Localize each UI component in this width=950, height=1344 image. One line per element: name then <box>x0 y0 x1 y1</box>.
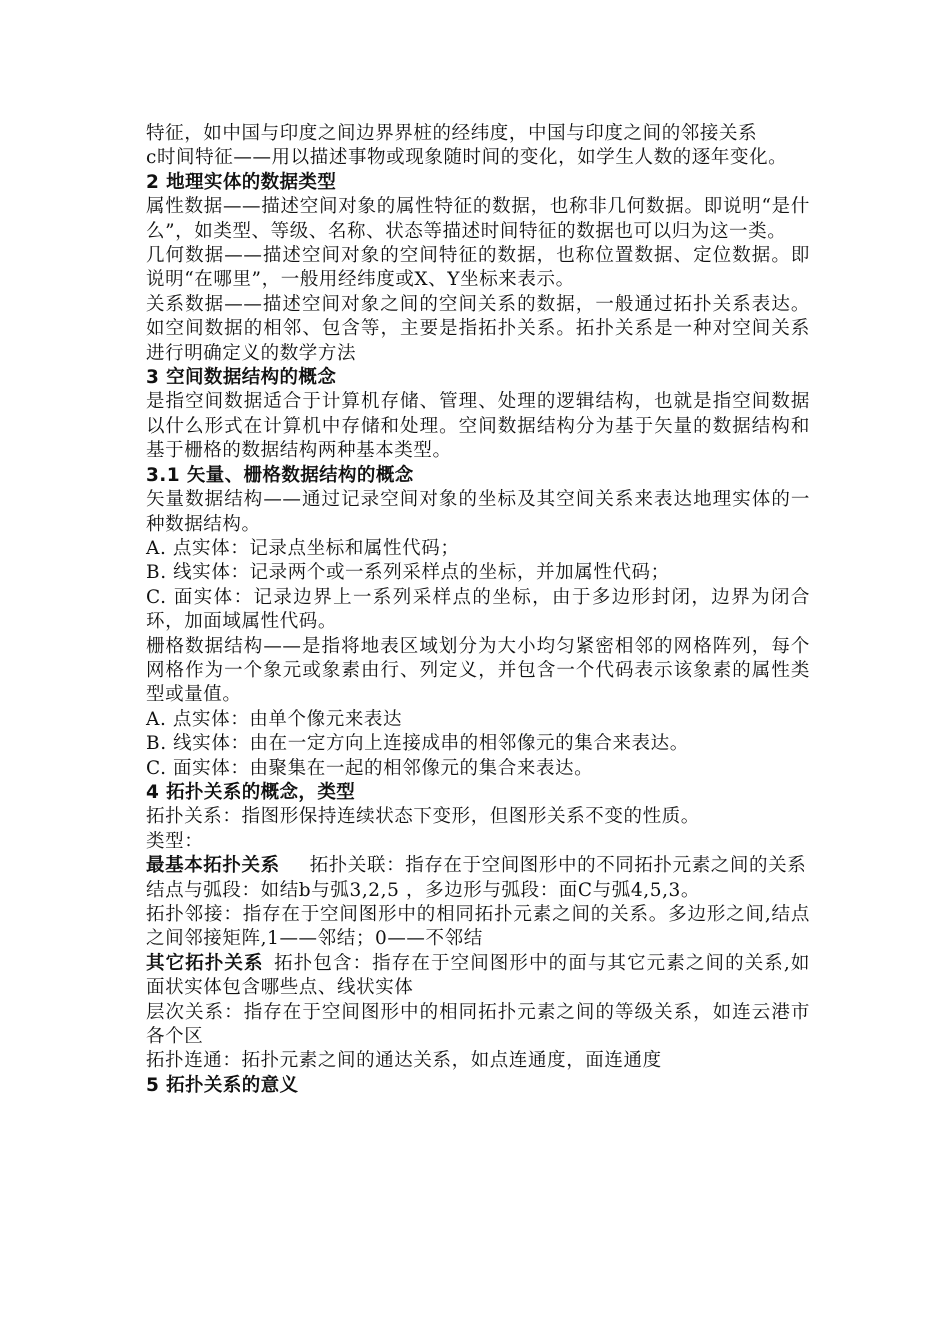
paragraph: 栅格数据结构——是指将地表区域划分为大小均匀紧密相邻的网格阵列，每个网格作为一个象元或象素由行、列定义，并包含一个代码表示该象素的属性类型或量值。 <box>146 635 810 706</box>
list-item: A. 点实体：由单个像元来表达 <box>146 708 403 730</box>
paragraph-text: 拓扑关联：指存在于空间图形中的不同拓扑元素之间的关系 <box>309 855 807 877</box>
section-heading-2: 2 地理实体的数据类型 <box>146 171 337 193</box>
bold-term: 其它拓扑关系 <box>146 952 264 974</box>
paragraph: 几何数据——描述空间对象的空间特征的数据，也称位置数据、定位数据。即说明“在哪里”，一般用经纬度或X、Y坐标来表示。 <box>146 245 810 291</box>
section-heading-3: 3 空间数据结构的概念 <box>146 367 337 389</box>
list-item: A. 点实体：记录点坐标和属性代码； <box>146 537 460 559</box>
paragraph: c时间特征——用以描述事物或现象随时间的变化，如学生人数的逐年变化。 <box>146 147 788 169</box>
paragraph: 特征，如中国与印度之间边界界桩的经纬度，中国与印度之间的邻接关系 <box>146 123 758 144</box>
list-item: C. 面实体：由聚集在一起的相邻像元的集合来表达。 <box>146 757 594 779</box>
paragraph: 矢量数据结构——通过记录空间对象的坐标及其空间关系来表达地理实体的一种数据结构。 <box>146 489 810 535</box>
paragraph: 关系数据——描述空间对象之间的空间关系的数据，一般通过拓扑关系表达。如空间数据的相邻、包含等，主要是指拓扑关系。拓扑关系是一种对空间关系进行明确定义的数学方法 <box>146 293 810 364</box>
paragraph: 属性数据——描述空间对象的属性特征的数据，也称非几何数据。即说明“是什么”，如类型、等级、名称、状态等描述时间特征的数据也可以归为这一类。 <box>146 196 810 242</box>
list-item: C. 面实体：记录边界上一系列采样点的坐标，由于多边形封闭，边界为闭合环，加面域属性代码。 <box>146 586 810 633</box>
list-item: B. 线实体：由在一定方向上连接成串的相邻像元的集合来表达。 <box>146 733 689 755</box>
paragraph: 类型： <box>146 830 204 852</box>
paragraph <box>146 854 810 878</box>
paragraph: 拓扑连通：拓扑元素之间的通达关系，如点连通度，面连通度 <box>146 1050 662 1072</box>
list-item: B. 线实体：记录两个或一系列采样点的坐标，并加属性代码； <box>146 562 670 584</box>
paragraph: 是指空间数据适合于计算机存储、管理、处理的逻辑结构，也就是指空间数据以什么形式在计算机中存储和处理。空间数据结构分为基于矢量的数据结构和基于栅格的数据结构两种基本类型。 <box>146 391 810 462</box>
document-page <box>146 122 810 1098</box>
paragraph: 层次关系：指存在于空间图形中的相同拓扑元素之间的等级关系，如连云港市各个区 <box>146 1001 810 1048</box>
section-heading-5: 5 拓扑关系的意义 <box>146 1074 299 1096</box>
paragraph-text: 拓扑包含：指存在于空间图形中的面与其它元素之间的关系,如面状实体包含哪些点、线状实体 <box>146 952 810 999</box>
section-heading-4: 4 拓扑关系的概念，类型 <box>146 781 356 803</box>
paragraph: 拓扑邻接：指存在于空间图形中的相同拓扑元素之间的关系。多边形之间,结点之间邻接矩阵,1——邻结；0——不邻结 <box>146 904 810 950</box>
bold-term: 最基本拓扑关系 <box>146 855 280 877</box>
paragraph <box>146 952 810 1001</box>
section-heading-3-1: 3.1 矢量、栅格数据结构的概念 <box>146 464 414 486</box>
paragraph: 结点与弧段：如结b与弧3,2,5 ，多边形与弧段：面C与弧4,5,3。 <box>146 879 701 901</box>
paragraph: 拓扑关系：指图形保持连续状态下变形，但图形关系不变的性质。 <box>146 806 700 828</box>
